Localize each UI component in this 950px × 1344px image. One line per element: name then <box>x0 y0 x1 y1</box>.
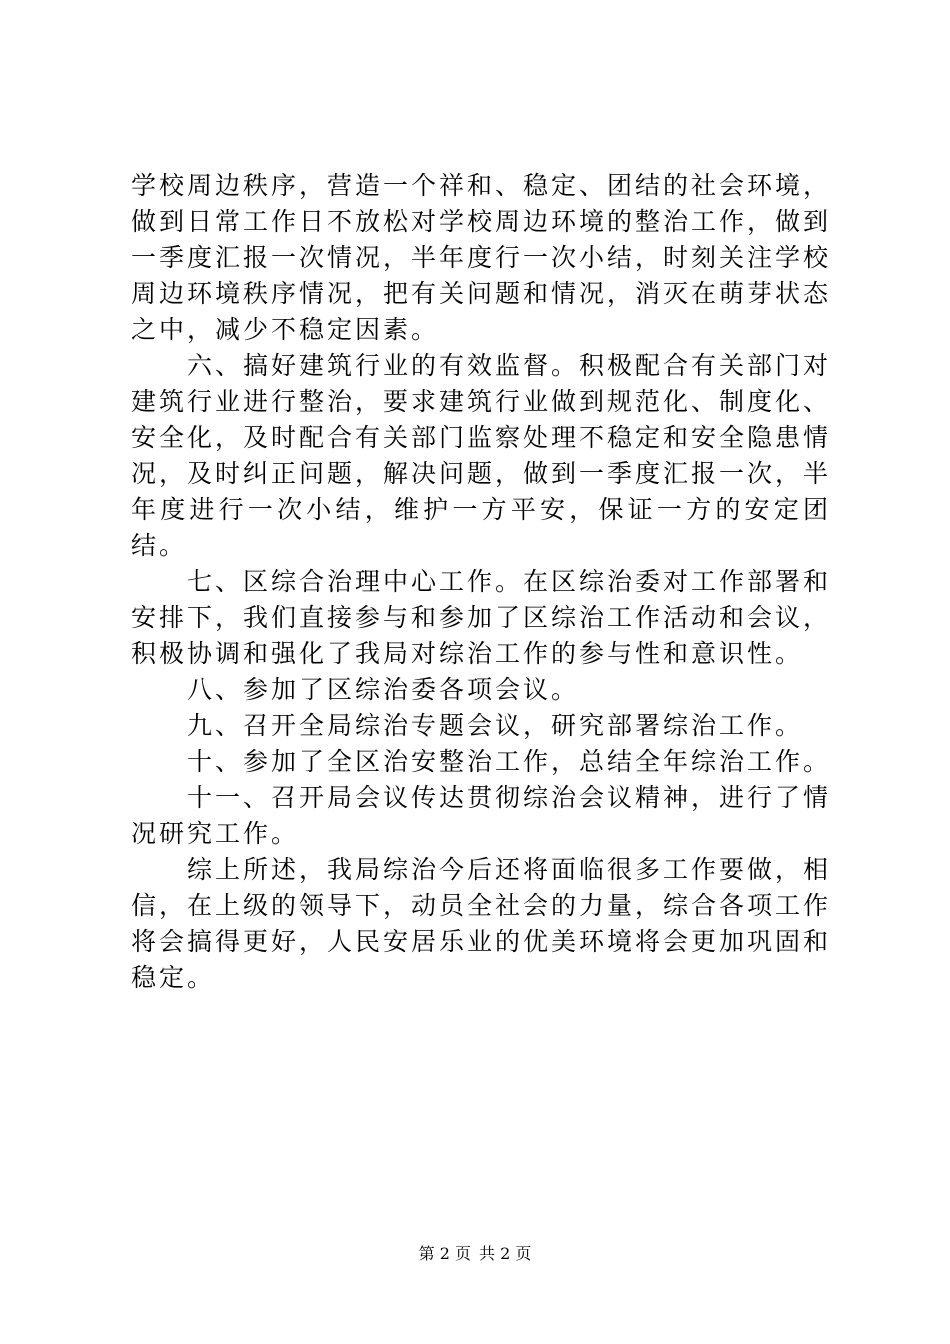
paragraph-item-11: 十一、召开局会议传达贯彻综治会议精神，进行了情况研究工作。 <box>131 783 832 848</box>
page-footer <box>0 1244 950 1264</box>
paragraph-summary: 综上所述，我局综治今后还将面临很多工作要做，相信，在上级的领导下，动员全社会的力量，综合各项工作将会搞得更好，人民安居乐业的优美环境将会更加巩固和稳定。 <box>131 855 832 992</box>
paragraph-item-6: 六、搞好建筑行业的有效监督。积极配合有关部门对建筑行业进行整治，要求建筑行业做到规范化、制度化、安全化，及时配合有关部门监察处理不稳定和安全隐患情况，及时纠正问题，解决问题，做到一季度汇报一次，半年度进行一次小结，维护一方平安，保证一方的安定团结。 <box>131 351 832 560</box>
paragraph-continuation: 学校周边秩序，营造一个祥和、稳定、团结的社会环境，做到日常工作日不放松对学校周边环境的整治工作，做到一季度汇报一次情况，半年度行一次小结，时刻关注学校周边环境秩序情况，把有关问题和情况，消灭在萌芽状态之中，减少不稳定因素。 <box>131 171 832 344</box>
paragraph-item-10: 十、参加了全区治安整治工作，总结全年综治工作。 <box>187 747 832 776</box>
document-body <box>131 168 831 996</box>
page-total: 共 2 页 <box>479 1244 532 1263</box>
paragraph-item-8: 八、参加了区综治委各项会议。 <box>187 675 580 704</box>
page-number: 第 2 页 <box>418 1244 471 1263</box>
paragraph-item-7: 七、区综合治理中心工作。在区综治委对工作部署和安排下，我们直接参与和参加了区综治工作活动和会议，积极协调和强化了我局对综治工作的参与性和意识性。 <box>131 567 832 668</box>
paragraph-item-9: 九、召开全局综治专题会议，研究部署综治工作。 <box>187 711 804 740</box>
